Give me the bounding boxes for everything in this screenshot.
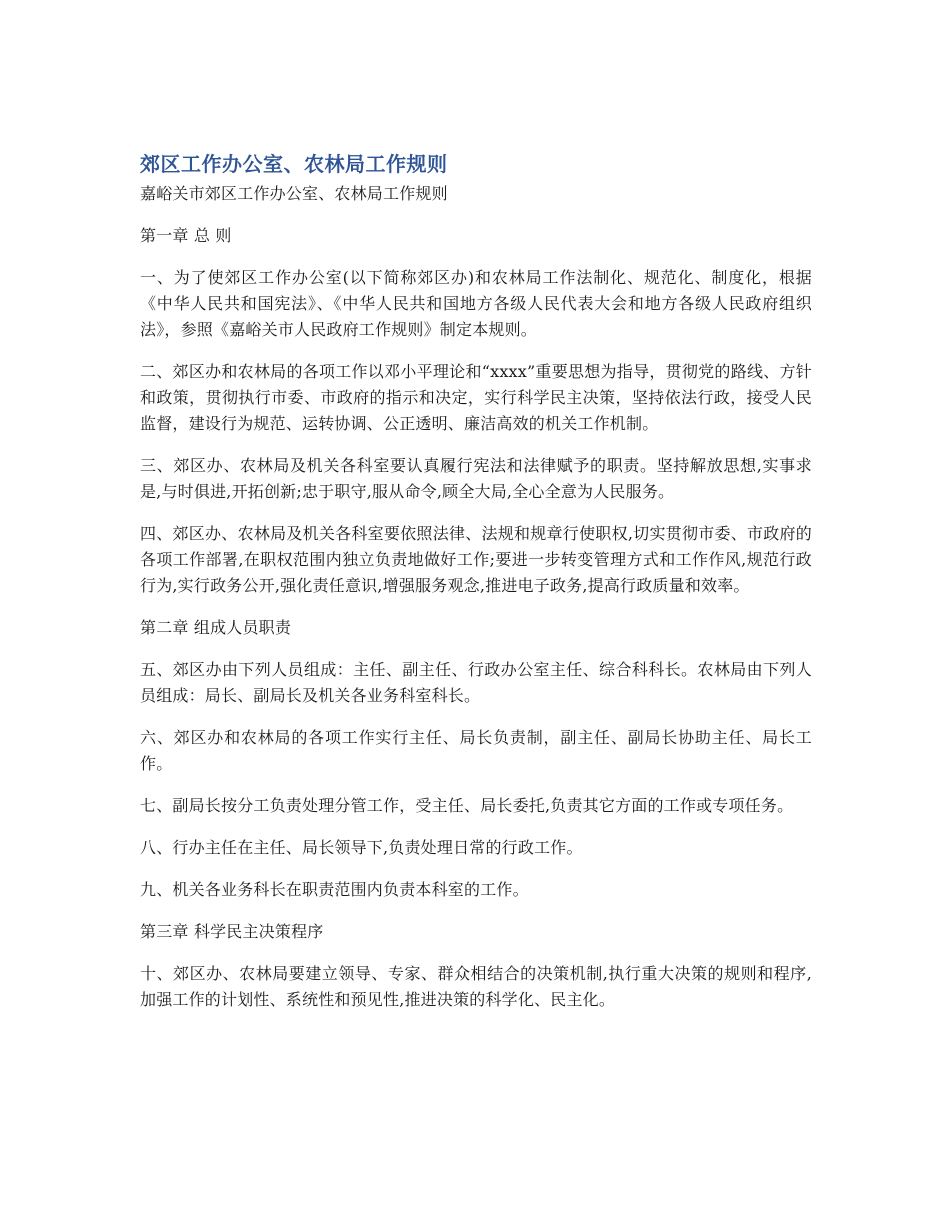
paragraph: 九、机关各业务科长在职责范围内负责本科室的工作。 (140, 880, 529, 899)
paragraph: 二、郊区办和农林局的各项工作以邓小平理论和“xxxx”重要思想为指导，贯彻党的路线、方针和政策，贯彻执行市委、市政府的指示和决定，实行科学民主决策，坚持依法行政，接受人民监督，建设行为规范、运转协调、公正透明、廉洁高效的机关工作机制。 (140, 362, 812, 433)
paragraph: 一、为了使郊区工作办公室(以下简称郊区办)和农林局工作法制化、规范化、制度化，根据《中华人民共和国宪法》、《中华人民共和国地方各级人民代表大会和地方各级人民政府组织法》，参照《嘉峪关市人民政府工作规则》制定本规则。 (140, 268, 812, 339)
paragraph: 十、郊区办、农林局要建立领导、专家、群众相结合的决策机制,执行重大决策的规则和程序,加强工作的计划性、系统性和预见性,推进决策的科学化、民主化。 (140, 964, 812, 1009)
document-subtitle: 嘉峪关市郊区工作办公室、农林局工作规则 (140, 184, 448, 203)
paragraph: 七、副局长按分工负责处理分管工作，受主任、局长委托,负责其它方面的工作或专项任务。 (140, 796, 794, 815)
document-title: 郊区工作办公室、农林局工作规则 (140, 152, 448, 176)
paragraph: 六、郊区办和农林局的各项工作实行主任、局长负责制，副主任、副局长协助主任、局长工作。 (140, 728, 812, 773)
chapter-heading: 第一章 总 则 (140, 226, 232, 245)
chapter-heading: 第二章 组成人员职责 (140, 618, 292, 637)
paragraph: 五、郊区办由下列人员组成：主任、副主任、行政办公室主任、综合科科长。农林局由下列人员组成：局长、副局长及机关各业务科室科长。 (140, 660, 812, 705)
document-page (140, 148, 812, 1029)
chapter-heading: 第三章 科学民主决策程序 (140, 922, 324, 941)
paragraph: 三、郊区办、农林局及机关各科室要认真履行宪法和法律赋予的职责。坚持解放思想,实事求是,与时俱进,开拓创新;忠于职守,服从命令,顾全大局,全心全意为人民服务。 (140, 456, 812, 501)
paragraph: 四、郊区办、农林局及机关各科室要依照法律、法规和规章行使职权,切实贯彻市委、市政府的各项工作部署,在职权范围内独立负责地做好工作;要进一步转变管理方式和工作作风,规范行政行为,实行政务公开,强化责任意识,增强服务观念,推进电子政务,提高行政质量和效率。 (140, 524, 812, 595)
paragraph: 八、行办主任在主任、局长领导下,负责处理日常的行政工作。 (140, 838, 583, 857)
